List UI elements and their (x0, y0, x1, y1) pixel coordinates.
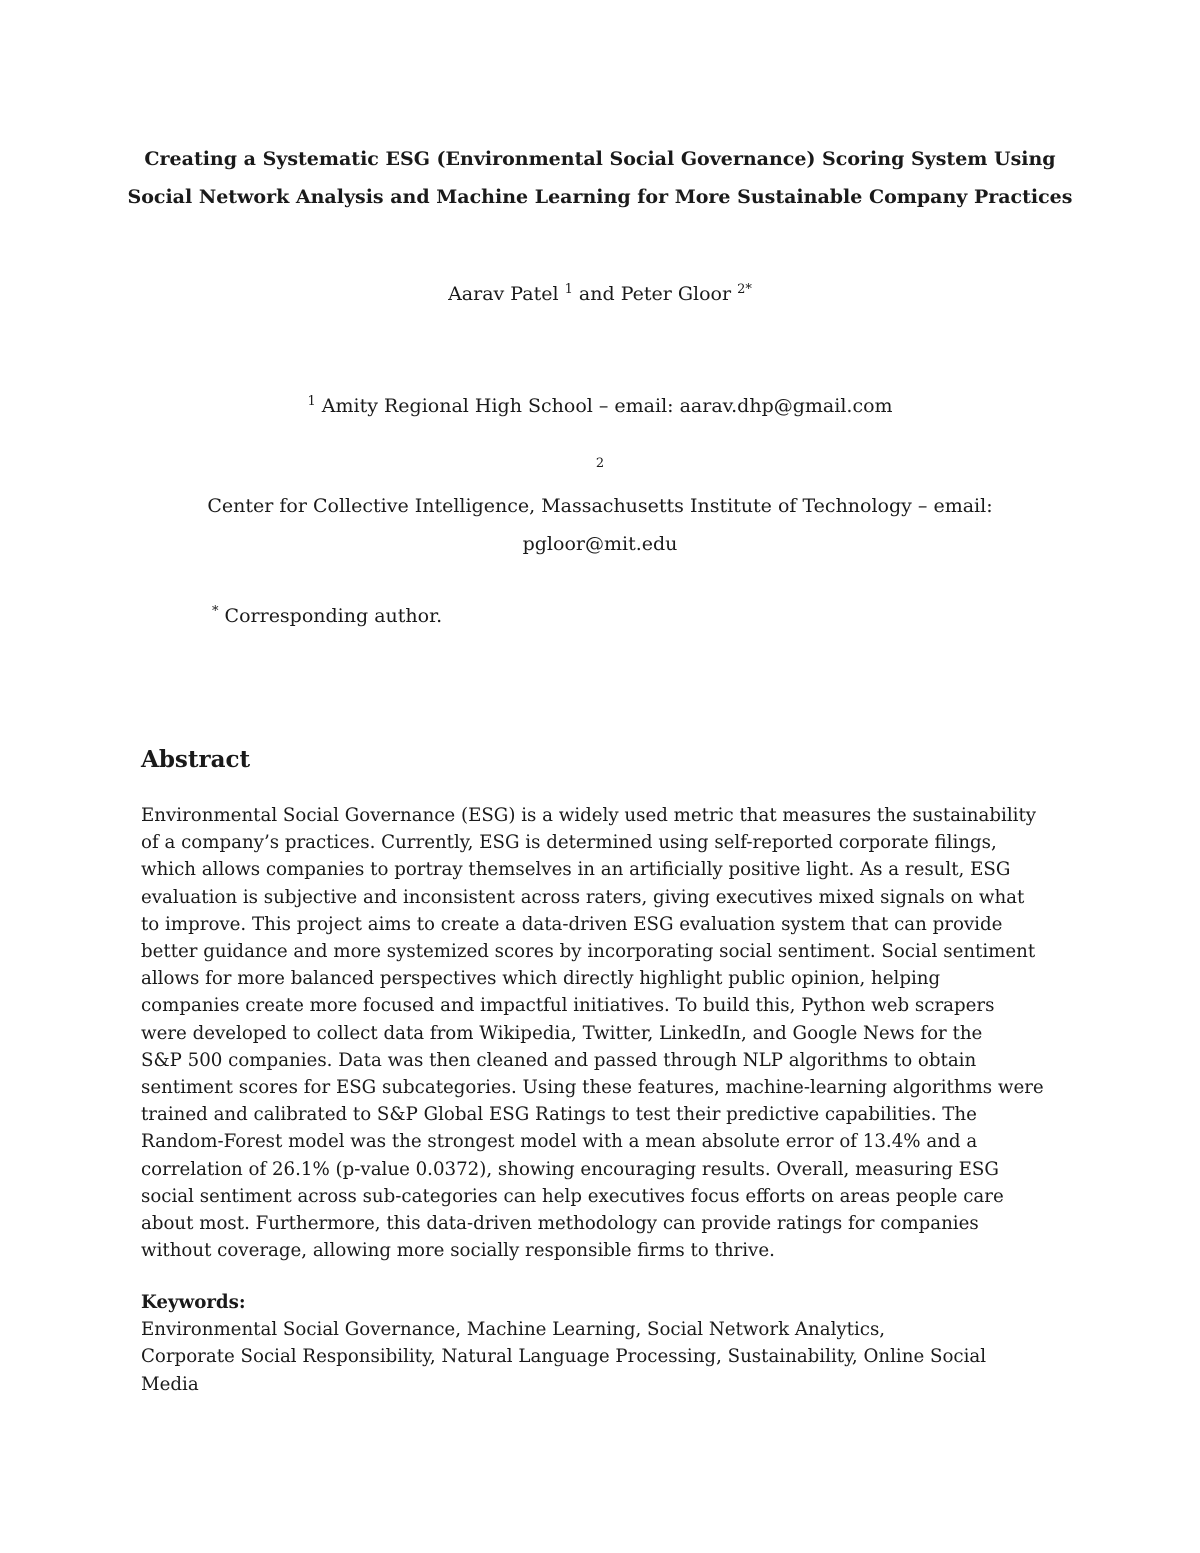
abstract-line: evaluation is subjective and inconsistent across raters, giving executives mixed signals on what (141, 886, 1025, 908)
keywords-text: Environmental Social Governance, Machine Learning, Social Network Analytics, (141, 1319, 886, 1341)
author-affiliation-marker: 2* (737, 282, 752, 297)
abstract-line: Environmental Social Governance (ESG) is a widely used metric that measures the sustainability (141, 805, 1037, 826)
affiliation-line (180, 449, 1020, 525)
affiliation-marker: 1 (307, 394, 316, 409)
abstract-line: correlation of 26.1% (p-value 0.0372), showing encouraging results. Overall, measuring ESG (141, 1158, 999, 1180)
paper-title (100, 140, 1100, 216)
affiliation-2 (180, 449, 1020, 563)
affiliation-text: Amity Regional High School – email: aarav.dhp@gmail.com (321, 395, 893, 417)
corresponding-text: Corresponding author. (224, 605, 443, 627)
abstract-line: without coverage, allowing more socially responsible firms to thrive. (141, 1240, 775, 1262)
abstract-heading: Abstract (141, 746, 251, 773)
abstract-line: of a company’s practices. Currently, ESG is determined using self-reported corporate filings, (141, 832, 997, 854)
abstract-line: social sentiment across sub-categories can help executives focus efforts on areas people care (141, 1185, 1004, 1207)
abstract-line: companies create more focused and impactful initiatives. To build this, Python web scrapers (141, 995, 995, 1017)
abstract-line: were developed to collect data from Wikipedia, Twitter, LinkedIn, and Google News for the (141, 1022, 983, 1044)
affiliation-1 (100, 392, 1100, 420)
title-line: Social Network Analysis and Machine Learning for More Sustainable Company Practices (127, 186, 1073, 208)
corresponding-marker: * (212, 604, 219, 619)
affiliation-text: Center for Collective Intelligence, Massachusetts Institute of Technology – email: (207, 495, 993, 517)
author-name: Aarav Patel (448, 283, 559, 305)
abstract-line: allows for more balanced perspectives which directly highlight public opinion, helping (141, 968, 941, 990)
abstract-line: trained and calibrated to S&P Global ESG Ratings to test their predictive capabilities. The (141, 1104, 977, 1126)
author-list (100, 280, 1100, 308)
abstract-line: which allows companies to portray themselves in an artificially positive light. As a result, ESG (141, 859, 1011, 881)
abstract-line: better guidance and more systemized scores by incorporating social sentiment. Social sentiment (141, 941, 1036, 963)
author-affiliation-marker: 1 (564, 282, 573, 297)
keywords-label: Keywords: (141, 1292, 246, 1313)
keywords-line: Corporate Social Responsibility, Natural Language Processing, Sustainability, Online Social (141, 1346, 987, 1368)
affiliation-marker: 2 (595, 456, 605, 471)
title-line: Creating a Systematic ESG (Environmental Social Governance) Scoring System Using (144, 148, 1056, 170)
abstract-line: Random-Forest model was the strongest model with a mean absolute error of 13.4% and a (141, 1131, 978, 1153)
author-connector: and (578, 283, 615, 305)
author-name: Peter Gloor (620, 283, 732, 305)
keywords-line (141, 1289, 1061, 1343)
abstract-line: sentiment scores for ESG subcategories. Using these features, machine-learning algorithms were (141, 1077, 1044, 1099)
corresponding-author-note (212, 602, 442, 630)
keywords-line: Media (141, 1373, 199, 1395)
abstract-line: to improve. This project aims to create a data-driven ESG evaluation system that can provide (141, 913, 1003, 935)
abstract-line: S&P 500 companies. Data was then cleaned and passed through NLP algorithms to obtain (141, 1049, 977, 1071)
abstract-line: about most. Furthermore, this data-driven methodology can provide ratings for companies (141, 1213, 979, 1235)
abstract-body (141, 802, 1061, 1264)
affiliation-line: pgloor@mit.edu (522, 533, 678, 555)
keywords-section (141, 1289, 1061, 1398)
